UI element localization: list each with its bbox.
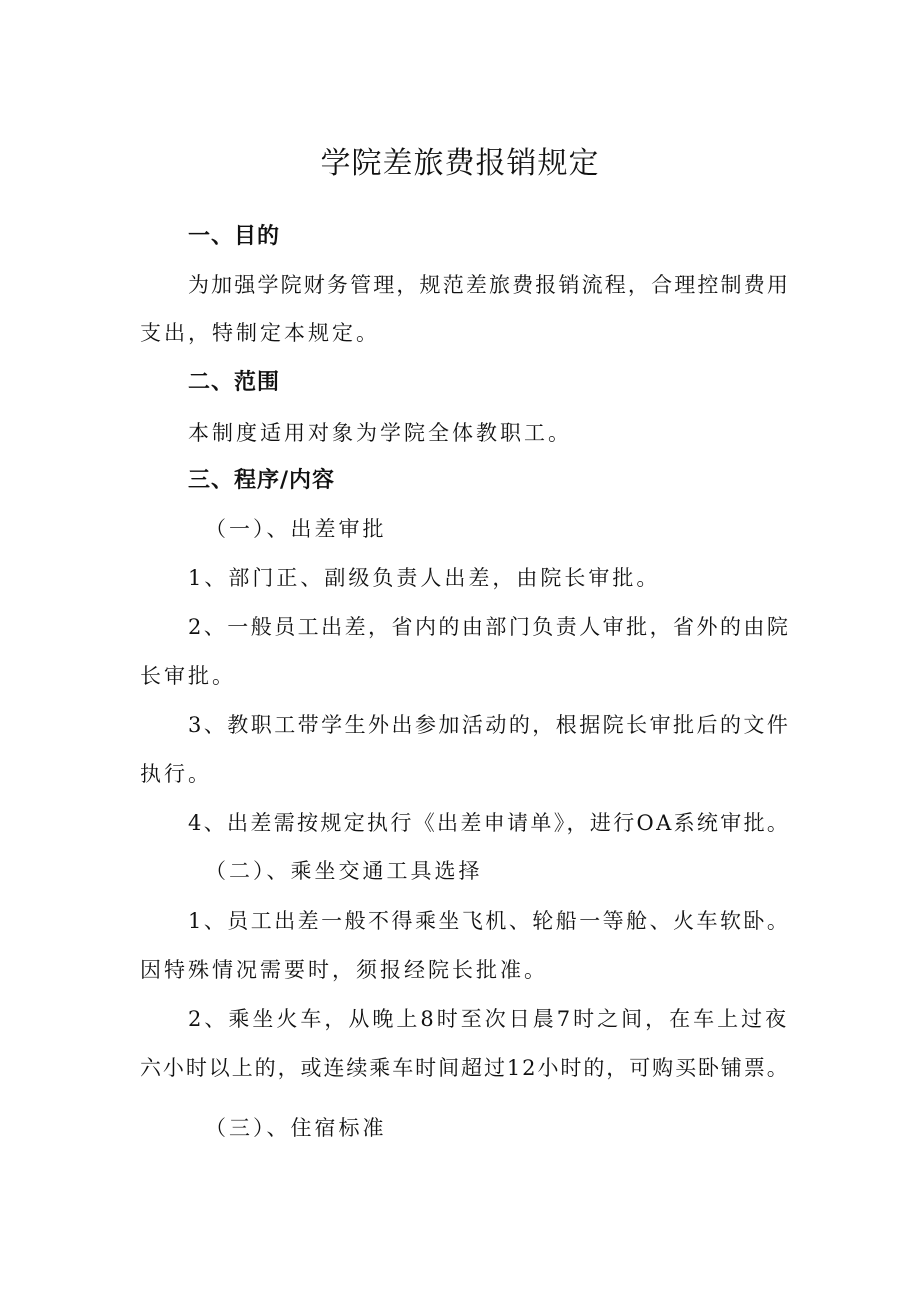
paragraph-line: 因特殊情况需要时，须报经院长批准。 bbox=[140, 958, 548, 982]
paragraph-line: 本制度适用对象为学院全体教职工。 bbox=[188, 421, 572, 445]
subsection-heading: （二）、乘坐交通工具选择 bbox=[205, 859, 483, 883]
section-heading-purpose: 一、目的 bbox=[188, 224, 281, 249]
paragraph-line: 长审批。 bbox=[140, 664, 236, 688]
document-title: 学院差旅费报销规定 bbox=[320, 146, 600, 181]
paragraph-line: 六小时以上的，或连续乘车时间超过12小时的，可购买卧铺票。 bbox=[140, 1056, 790, 1080]
paragraph-line: 2、一般员工出差，省内的由部门负责人审批，省外的由院 bbox=[188, 615, 791, 639]
paragraph-line: 2、乘坐火车，从晚上8时至次日晨7时之间，在车上过夜 bbox=[188, 1007, 790, 1031]
paragraph-line: 1、员工出差一般不得乘坐飞机、轮船一等舱、火车软卧。 bbox=[188, 909, 791, 933]
subsection-heading: （三）、住宿标准 bbox=[205, 1116, 387, 1140]
paragraph-line: 4、出差需按规定执行《出差申请单》，进行OA系统审批。 bbox=[188, 811, 791, 835]
paragraph-line: 为加强学院财务管理，规范差旅费报销流程，合理控制费用 bbox=[188, 273, 790, 297]
paragraph-line: 1、部门正、副级负责人出差，由院长审批。 bbox=[188, 566, 661, 590]
paragraph-line: 支出，特制定本规定。 bbox=[140, 321, 380, 345]
section-heading-scope: 二、范围 bbox=[188, 370, 281, 395]
section-heading-procedure: 三、程序/内容 bbox=[188, 468, 336, 493]
paragraph-line: 执行。 bbox=[140, 762, 212, 786]
subsection-heading: （一）、出差审批 bbox=[205, 517, 387, 541]
paragraph-line: 3、教职工带学生外出参加活动的，根据院长审批后的文件 bbox=[188, 713, 791, 737]
